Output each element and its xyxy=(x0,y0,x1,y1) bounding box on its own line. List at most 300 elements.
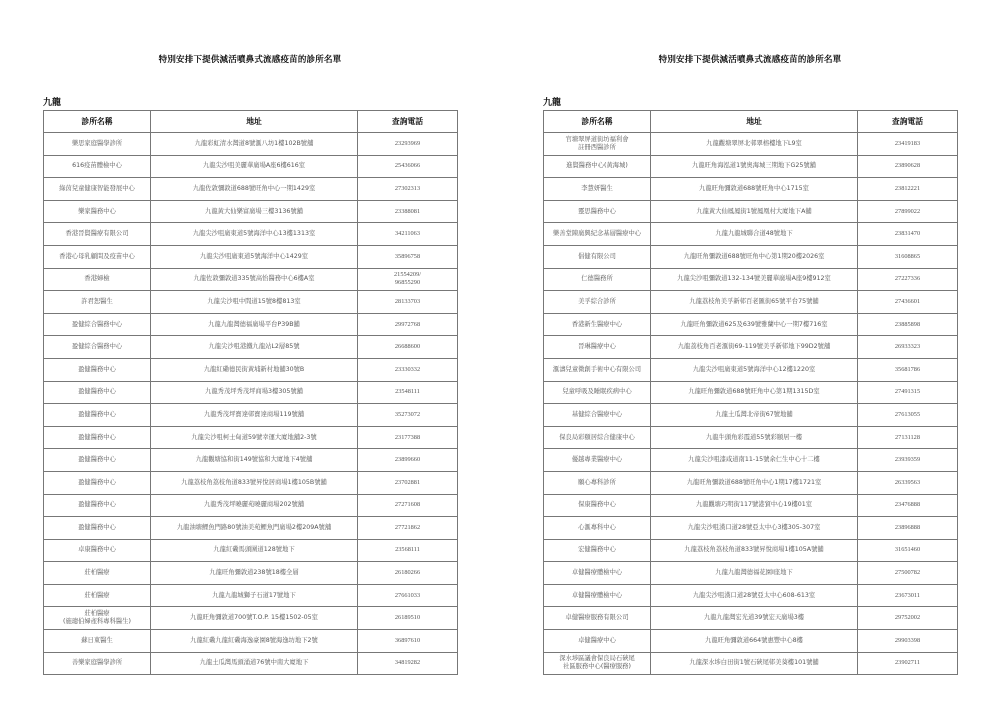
clinic-phone xyxy=(358,291,458,314)
clinic-name xyxy=(544,449,651,472)
phone-line1: 26688600 xyxy=(394,343,421,351)
table-row xyxy=(44,200,458,223)
clinic-name-line1: 盈健醫務中心 xyxy=(78,365,116,373)
phone-line1: 35896758 xyxy=(394,252,421,260)
clinic-phone xyxy=(858,630,958,653)
clinic-phone xyxy=(858,404,958,427)
clinic-name xyxy=(544,133,651,156)
table-row xyxy=(544,178,958,201)
phone-line1: 21554209/ xyxy=(394,271,421,279)
clinic-name xyxy=(544,494,651,517)
clinic-name-line1: 盈健醫務中心 xyxy=(78,456,116,464)
phone-line1: 27436601 xyxy=(894,297,921,305)
phone-line2: 96855290 xyxy=(394,279,421,287)
clinic-address: 九龍紅磡馬頭圍道128號地下 xyxy=(151,539,358,562)
table-row xyxy=(544,291,958,314)
clinic-phone xyxy=(358,178,458,201)
phone-line1: 36897610 xyxy=(394,636,421,644)
clinic-address: 九龍紅磡九龍紅磡海逸豪園8號海逸坊地下2號 xyxy=(151,630,358,653)
clinic-address: 九龍旺角彌敦道688號旺角中心第1期1315D室 xyxy=(651,381,858,404)
clinic-name xyxy=(544,426,651,449)
clinic-name xyxy=(44,630,151,653)
phone-line1: 27302313 xyxy=(394,184,421,192)
clinic-name xyxy=(44,584,151,607)
clinic-name xyxy=(44,517,151,540)
clinic-name-line1: 官塘翠屏道街坊福利會 xyxy=(565,135,629,143)
clinic-phone xyxy=(358,268,458,291)
clinic-name-line2: 社區服務中心(醫療服務) xyxy=(563,663,631,671)
phone-line1: 23568111 xyxy=(395,546,420,554)
table-row xyxy=(544,133,958,156)
clinic-name xyxy=(544,178,651,201)
clinic-address: 九龍黃大仙樂富廣場三樓3136號舖 xyxy=(151,200,358,223)
phone-line1: 34211063 xyxy=(395,230,420,238)
table-row xyxy=(544,155,958,178)
clinic-name xyxy=(544,313,651,336)
table-body xyxy=(44,133,458,675)
clinic-address: 九龍尖沙咀柯士甸道59號幸運大廈地舖2-3號 xyxy=(151,426,358,449)
table-row xyxy=(544,358,958,381)
clinic-phone xyxy=(358,494,458,517)
clinic-phone xyxy=(858,178,958,201)
clinic-name xyxy=(44,268,151,291)
clinic-address: 九龍九龍灣德福廣場平台P39B舖 xyxy=(151,313,358,336)
clinic-address: 九龍旺角海泓道1號奧海城三期地下G25號舖 xyxy=(651,155,858,178)
clinic-name-line1: 盈健醫務中心 xyxy=(78,501,116,509)
clinic-phone xyxy=(858,133,958,156)
clinic-name-line1: 靈思醫務中心 xyxy=(578,207,616,215)
column-header-address: 地址 xyxy=(151,111,358,133)
clinic-name xyxy=(544,630,651,653)
clinic-phone xyxy=(358,381,458,404)
clinic-name-line1: 李慧妍醫生 xyxy=(581,184,613,192)
phone-line1: 28133703 xyxy=(394,297,421,305)
clinic-phone xyxy=(858,313,958,336)
clinic-address: 九龍旺角彌敦道688號旺角中心1715室 xyxy=(651,178,858,201)
phone-line1: 31608865 xyxy=(894,252,921,260)
clinic-phone xyxy=(358,607,458,630)
clinic-name-line1: 香港晉賢醫療有限公司 xyxy=(65,230,129,238)
phone-line1: 23388081 xyxy=(394,207,421,215)
clinic-name xyxy=(44,133,151,156)
clinic-phone xyxy=(858,652,958,675)
clinic-name xyxy=(544,336,651,359)
table-row xyxy=(544,200,958,223)
clinic-name xyxy=(44,358,151,381)
phone-line1: 27721862 xyxy=(394,523,421,531)
table-row xyxy=(544,584,958,607)
phone-line1: 23831470 xyxy=(894,230,921,238)
clinic-address: 九龍佐敦彌敦道688號旺角中心一期1429室 xyxy=(151,178,358,201)
clinic-name-line1: 盈健醫務中心 xyxy=(78,410,116,418)
clinic-phone xyxy=(358,404,458,427)
clinic-name xyxy=(544,358,651,381)
column-header-phone: 查詢電話 xyxy=(858,111,958,133)
clinic-name-line1: 樂善堂陳廣興紀念基層醫療中心 xyxy=(552,230,642,238)
clinic-address: 九龍尖沙咀漢口道28號亞太中心608-613室 xyxy=(651,584,858,607)
clinic-address: 九龍荔枝角荔枝角道833號昇悅商場1樓105A號舖 xyxy=(651,539,858,562)
clinic-address: 九龍秀茂坪曉麗苑曉麗商場202號舖 xyxy=(151,494,358,517)
phone-line1: 27131128 xyxy=(895,433,920,441)
clinic-name-line1: 卓健醫療體檢中心 xyxy=(571,591,623,599)
clinic-phone xyxy=(358,358,458,381)
phone-line1: 27899022 xyxy=(894,207,921,215)
clinic-name xyxy=(44,471,151,494)
clinic-name-line1: 善樂家庭醫學診所 xyxy=(71,659,123,667)
clinic-name-line1: 卓健醫療服務有限公司 xyxy=(565,614,629,622)
clinic-address: 九龍荔枝角百老滙街69-119號美孚新邨地下99D2號舖 xyxy=(651,336,858,359)
clinic-name xyxy=(44,607,151,630)
clinic-name-line1: 仁德醫務所 xyxy=(581,275,613,283)
clinic-name xyxy=(544,562,651,585)
phone-line1: 23419183 xyxy=(894,139,921,147)
clinic-name xyxy=(44,381,151,404)
clinic-address: 九龍牛頭角彩霞道55號彩頤居一樓 xyxy=(651,426,858,449)
clinic-phone xyxy=(858,607,958,630)
clinic-phone xyxy=(858,155,958,178)
clinic-name xyxy=(544,223,651,246)
clinic-phone xyxy=(858,381,958,404)
phone-line1: 23548111 xyxy=(395,388,420,396)
table-row xyxy=(544,404,958,427)
table-row xyxy=(544,245,958,268)
table-row xyxy=(44,223,458,246)
clinic-address: 九龍油塘鯉魚門路80號油美苑鯉魚門廣場2樓209A號舖 xyxy=(151,517,358,540)
table-row xyxy=(44,562,458,585)
clinic-name-line1: 卓健醫療中心 xyxy=(578,636,616,644)
table-row xyxy=(44,268,458,291)
clinic-name xyxy=(544,539,651,562)
clinic-name xyxy=(44,200,151,223)
table-row xyxy=(544,539,958,562)
column-header-name: 診所名稱 xyxy=(44,111,151,133)
table-row xyxy=(44,155,458,178)
phone-line1: 23812221 xyxy=(894,184,921,192)
phone-line1: 27613055 xyxy=(894,410,921,418)
table-body xyxy=(544,133,958,675)
clinic-phone xyxy=(358,133,458,156)
clinic-address: 九龍旺角彌敦道664號惠豐中心8樓 xyxy=(651,630,858,653)
clinic-name xyxy=(44,404,151,427)
clinic-address: 九龍荔枝角荔枝角道833號昇悅居商場1樓105B號舖 xyxy=(151,471,358,494)
clinic-name-line1: 願心專科診所 xyxy=(578,478,616,486)
phone-line1: 27271608 xyxy=(394,501,421,509)
clinic-phone xyxy=(858,223,958,246)
phone-line1: 23899660 xyxy=(394,456,421,464)
phone-line1: 23330332 xyxy=(394,365,421,373)
table-row xyxy=(544,313,958,336)
clinic-name xyxy=(544,607,651,630)
clinic-address: 九龍彩虹清水灣道8號滙八坊1樓102B號舖 xyxy=(151,133,358,156)
clinic-name xyxy=(44,223,151,246)
clinic-address: 九龍觀塘翠屏北邨翠榕樓地下L9室 xyxy=(651,133,858,156)
clinic-address: 九龍秀茂坪寶達邨寶達商場119號舖 xyxy=(151,404,358,427)
clinic-phone xyxy=(858,562,958,585)
clinic-name xyxy=(44,336,151,359)
clinic-phone xyxy=(358,652,458,675)
phone-line1: 27227336 xyxy=(894,275,921,283)
column-header-phone: 查詢電話 xyxy=(358,111,458,133)
table-row xyxy=(544,381,958,404)
phone-line1: 23673011 xyxy=(895,591,920,599)
phone-line1: 26339563 xyxy=(894,478,921,486)
table-row xyxy=(44,584,458,607)
clinic-name xyxy=(544,155,651,178)
phone-line1: 35681786 xyxy=(894,365,921,373)
phone-line1: 35273072 xyxy=(394,410,421,418)
clinic-name-line1: 盈健綜合醫務中心 xyxy=(71,343,123,351)
table-row xyxy=(44,245,458,268)
clinic-name xyxy=(544,652,651,675)
table-row xyxy=(44,426,458,449)
clinic-name-line1: 盈健綜合醫務中心 xyxy=(71,320,123,328)
table-row xyxy=(44,404,458,427)
table-row xyxy=(544,268,958,291)
clinic-address: 九龍觀塘巧明街117號港貿中心19樓01室 xyxy=(651,494,858,517)
clinic-phone xyxy=(358,471,458,494)
clinic-name-line1: 盈健醫務中心 xyxy=(78,433,116,441)
phone-line1: 29903398 xyxy=(894,636,921,644)
clinic-name-line2: 註冊西醫診所 xyxy=(578,143,616,151)
phone-line1: 29752002 xyxy=(894,614,921,622)
clinic-address: 九龍旺角彌敦道625及639號雅蘭中心一期7樓716室 xyxy=(651,313,858,336)
clinic-name-line1: 許君恕醫生 xyxy=(81,297,113,305)
clinic-phone xyxy=(358,426,458,449)
clinic-phone xyxy=(858,449,958,472)
clinic-name xyxy=(544,245,651,268)
clinic-name xyxy=(44,494,151,517)
phone-line1: 23896888 xyxy=(894,523,921,531)
phone-line1: 34819282 xyxy=(394,659,421,667)
clinic-address: 九龍旺角彌敦道700號T.O.P. 15樓1502-05室 xyxy=(151,607,358,630)
document-title: 特別安排下提供減活噴鼻式流感疫苗的診所名單 xyxy=(658,55,842,65)
clinic-name-line1: 香港新生醫療中心 xyxy=(571,320,623,328)
clinic-name-line1: 倡健有限公司 xyxy=(578,252,616,260)
phone-line1: 31651460 xyxy=(894,546,921,554)
table-header-row xyxy=(44,111,458,133)
phone-line1: 26933323 xyxy=(894,343,921,351)
phone-line1: 27491315 xyxy=(894,388,921,396)
clinic-phone xyxy=(358,245,458,268)
clinic-name-line1: 樂家醫務中心 xyxy=(78,207,116,215)
clinic-name-line1: 616疫苗體檢中心 xyxy=(72,162,122,170)
clinic-address: 九龍尖沙咀彌敦道132-134號美麗華廣場A座9樓912室 xyxy=(651,268,858,291)
clinic-phone xyxy=(858,494,958,517)
clinic-phone xyxy=(358,200,458,223)
table-row xyxy=(544,223,958,246)
clinic-phone xyxy=(858,336,958,359)
region-heading: 九龍 xyxy=(43,98,62,108)
clinic-name-line1: 心滙專科中心 xyxy=(578,523,616,531)
table-row xyxy=(44,291,458,314)
clinic-address: 九龍尖沙咀廣東道5號海洋中心12樓1220室 xyxy=(651,358,858,381)
table-row xyxy=(44,539,458,562)
clinic-table xyxy=(543,110,958,675)
clinic-name-line1: 保康醫務中心 xyxy=(578,501,616,509)
clinic-name xyxy=(44,155,151,178)
table-row xyxy=(544,630,958,653)
clinic-phone xyxy=(358,584,458,607)
clinic-name-line1: 兒童呼吸及睡眠疾病中心 xyxy=(562,388,632,396)
clinic-address: 九龍尖沙咀漆咸道南11-15號余仁生中心十二樓 xyxy=(651,449,858,472)
table-row xyxy=(44,358,458,381)
clinic-address: 九龍旺角彌敦道688號旺角中心1期17樓1721室 xyxy=(651,471,858,494)
clinic-address: 九龍尖沙咀美麗華廣場A座6樓616室 xyxy=(151,155,358,178)
clinic-address: 九龍荔枝角美孚新邨百老匯街65號平台75號舖 xyxy=(651,291,858,314)
clinic-phone xyxy=(358,449,458,472)
clinic-phone xyxy=(858,291,958,314)
clinic-address: 九龍尖沙咀中間道15號8樓813室 xyxy=(151,291,358,314)
phone-line1: 26180266 xyxy=(394,569,421,577)
clinic-name xyxy=(44,449,151,472)
table-row xyxy=(44,381,458,404)
clinic-address: 九龍九龍灣德福花園I座地下 xyxy=(651,562,858,585)
clinic-name xyxy=(44,313,151,336)
clinic-name-line1: 晉琳醫療中心 xyxy=(578,343,616,351)
phone-line1: 23902711 xyxy=(895,659,920,667)
clinic-name xyxy=(44,652,151,675)
clinic-address: 九龍觀塘協和街149號協和大廈地下4號舖 xyxy=(151,449,358,472)
table-row xyxy=(544,494,958,517)
clinic-phone xyxy=(358,517,458,540)
table-row xyxy=(544,607,958,630)
clinic-address: 九龍深水埗白田街1號石硤尾邨美葵樓101號舖 xyxy=(651,652,858,675)
clinic-address: 九龍旺角彌敦道238號18樓全層 xyxy=(151,562,358,585)
clinic-name xyxy=(44,291,151,314)
clinic-name-line1: 卓康醫務中心 xyxy=(78,546,116,554)
clinic-name-line1: 盈健醫務中心 xyxy=(78,523,116,531)
clinic-name xyxy=(44,426,151,449)
clinic-address: 九龍土瓜灣馬頭涌道76號中南大廈地下 xyxy=(151,652,358,675)
clinic-name-line1: 宏健醫務中心 xyxy=(578,546,616,554)
clinic-name xyxy=(44,245,151,268)
phone-line1: 23890628 xyxy=(894,162,921,170)
clinic-name-line1: 深水埗區議會保良局石硤尾 xyxy=(559,655,635,663)
clinic-name-line1: 蘇日東醫生 xyxy=(81,636,113,644)
clinic-name-line1: 莊柏醫療 xyxy=(84,610,110,618)
clinic-name xyxy=(544,291,651,314)
clinic-phone xyxy=(358,539,458,562)
clinic-name-line1: 香港心母乳顧問及疫苗中心 xyxy=(59,252,135,260)
column-header-name: 診所名稱 xyxy=(544,111,651,133)
clinic-address: 九龍尖沙咀廣東道5號海洋中心13樓1313室 xyxy=(151,223,358,246)
phone-line1: 23939359 xyxy=(894,456,921,464)
clinic-phone xyxy=(858,200,958,223)
clinic-phone xyxy=(358,313,458,336)
clinic-phone xyxy=(858,245,958,268)
clinic-name-line1: 基健綜合醫療中心 xyxy=(571,410,623,418)
table-row xyxy=(44,471,458,494)
clinic-address: 九龍旺角彌敦道688號旺角中心第1期20樓2026室 xyxy=(651,245,858,268)
clinic-name-line2: (施璁伯婦產科專科醫生) xyxy=(63,618,131,626)
clinic-name xyxy=(44,539,151,562)
clinic-name xyxy=(44,178,151,201)
clinic-name-line1: 美孚綜合診所 xyxy=(578,297,616,305)
table-row xyxy=(544,336,958,359)
table-row xyxy=(544,652,958,675)
clinic-name xyxy=(44,562,151,585)
clinic-address: 九龍黃大仙鳳鳳街1號鳳凰村大廈地下A舖 xyxy=(651,200,858,223)
table-row xyxy=(544,449,958,472)
clinic-phone xyxy=(358,223,458,246)
phone-line1: 27500782 xyxy=(894,569,921,577)
clinic-name xyxy=(544,268,651,291)
clinic-name-line1: 莊柏醫療 xyxy=(84,591,110,599)
clinic-name xyxy=(544,404,651,427)
table-row xyxy=(44,652,458,675)
table-row xyxy=(544,517,958,540)
document-title: 特別安排下提供減活噴鼻式流感疫苗的診所名單 xyxy=(158,55,342,65)
phone-line1: 23885898 xyxy=(894,320,921,328)
clinic-name xyxy=(544,381,651,404)
clinic-name-line1: 盈健醫務中心 xyxy=(78,388,116,396)
table-row xyxy=(44,178,458,201)
clinic-phone xyxy=(858,471,958,494)
table-row xyxy=(544,562,958,585)
phone-line1: 23702881 xyxy=(394,478,421,486)
clinic-name xyxy=(544,517,651,540)
clinic-phone xyxy=(858,268,958,291)
phone-line1: 26189510 xyxy=(394,614,421,622)
table-row xyxy=(44,607,458,630)
phone-line1: 25436066 xyxy=(394,162,421,170)
clinic-address: 九龍紅磡德民街黃埔新村地舖30號B xyxy=(151,358,358,381)
clinic-phone xyxy=(358,155,458,178)
table-header-row xyxy=(544,111,958,133)
clinic-name-line1: 卓健醫療體檢中心 xyxy=(571,569,623,577)
clinic-phone xyxy=(858,358,958,381)
table-row xyxy=(44,449,458,472)
clinic-phone xyxy=(858,539,958,562)
table-row xyxy=(44,517,458,540)
document-page-right xyxy=(500,0,1000,712)
clinic-address: 九龍秀茂坪秀茂坪商場3樓305號舖 xyxy=(151,381,358,404)
column-header-address: 地址 xyxy=(651,111,858,133)
table-row xyxy=(44,336,458,359)
clinic-name-line1: 樂思家庭醫學診所 xyxy=(71,139,123,147)
clinic-address: 九龍九龍灣宏光道39號宏天廣場3樓 xyxy=(651,607,858,630)
phone-line1: 29972768 xyxy=(394,320,421,328)
clinic-name-line1: 盈健醫務中心 xyxy=(78,478,116,486)
table-row xyxy=(44,630,458,653)
clinic-name-line1: 優越專業醫療中心 xyxy=(571,456,623,464)
clinic-address: 九龍九龍城獅子石道17號地下 xyxy=(151,584,358,607)
clinic-table xyxy=(43,110,458,675)
phone-line1: 23476888 xyxy=(894,501,921,509)
clinic-phone xyxy=(358,336,458,359)
clinic-phone xyxy=(358,562,458,585)
clinic-name xyxy=(544,584,651,607)
clinic-address: 九龍尖沙咀漢口道28號亞太中心3樓305-307室 xyxy=(651,517,858,540)
clinic-address: 九龍尖沙咀港鐵九龍站L2層85號 xyxy=(151,336,358,359)
clinic-name-line1: 莊柏醫療 xyxy=(84,569,110,577)
clinic-name-line1: 香港婦檢 xyxy=(84,275,110,283)
clinic-address: 九龍尖沙咀廣東道5號海洋中心1429室 xyxy=(151,245,358,268)
phone-line1: 23177388 xyxy=(394,433,421,441)
table-row xyxy=(44,133,458,156)
clinic-phone xyxy=(858,584,958,607)
table-row xyxy=(544,426,958,449)
clinic-phone xyxy=(858,426,958,449)
table-row xyxy=(544,471,958,494)
clinic-name xyxy=(544,200,651,223)
region-heading: 九龍 xyxy=(543,98,562,108)
clinic-name-line1: 滙濤兒童微創手術中心有限公司 xyxy=(552,365,642,373)
clinic-phone xyxy=(358,630,458,653)
clinic-phone xyxy=(858,517,958,540)
table-row xyxy=(44,313,458,336)
clinic-address: 九龍佐敦彌敦道335號高怡醫務中心6樓A室 xyxy=(151,268,358,291)
